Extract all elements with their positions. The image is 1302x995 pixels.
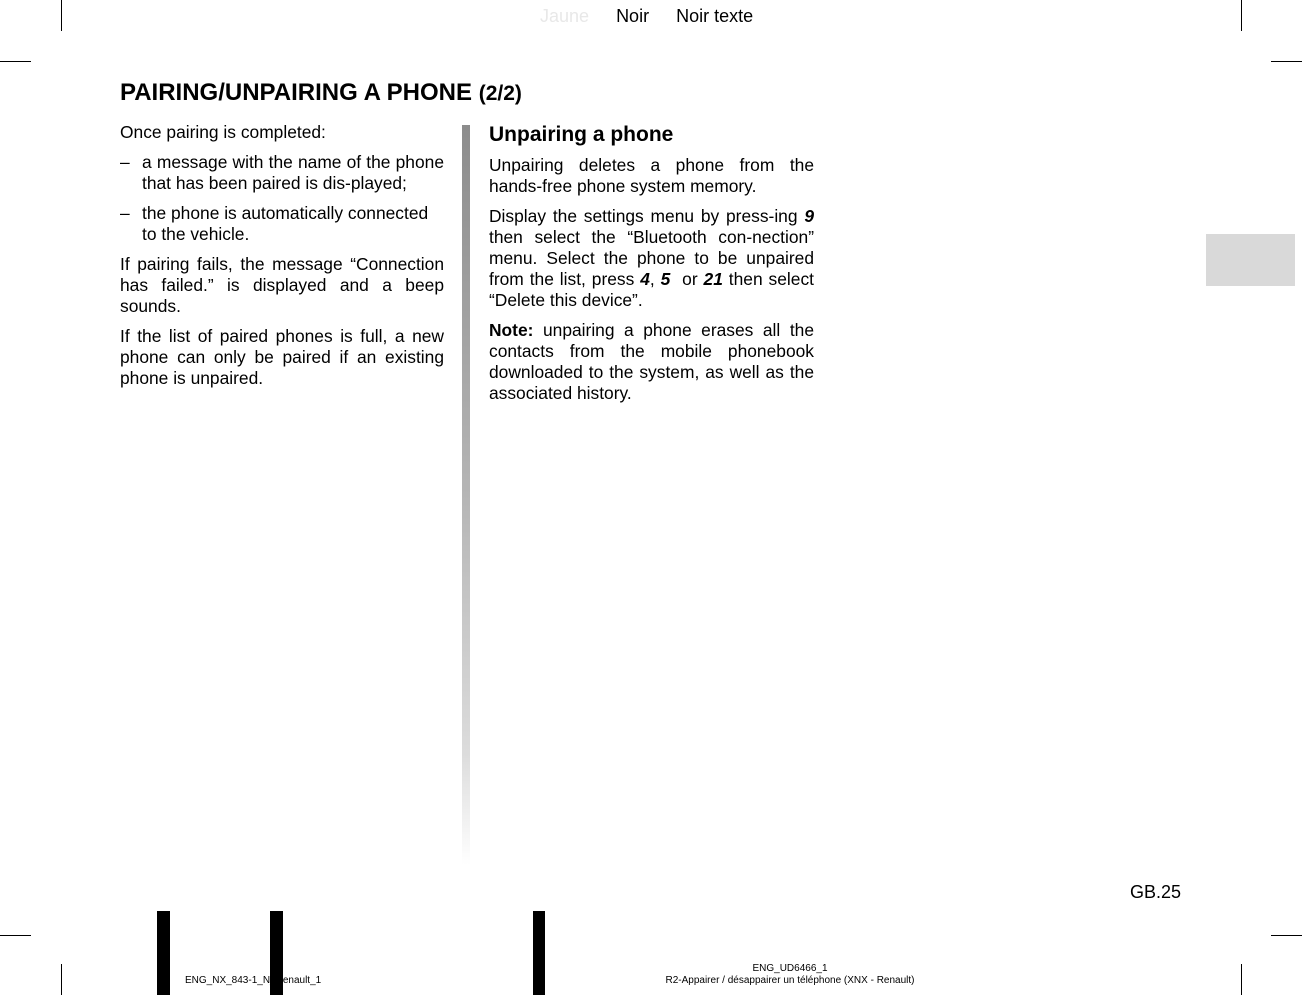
page-title-main: PAIRING/UNPAIRING A PHONE [120, 79, 473, 106]
unpairing-description: Unpairing deletes a phone from the hands-free phone system memory. [489, 155, 814, 196]
left-column [120, 122, 444, 398]
instruction-text: , [649, 269, 661, 289]
pairing-failed-paragraph: If pairing fails, the message “Connection has failed.” is displayed and a beep sounds. [120, 254, 444, 316]
page-title-part: (2/2) [478, 82, 522, 105]
key-ref-21: 21 [703, 269, 723, 289]
footer-right-code: ENG_UD6466_1 [752, 963, 828, 974]
note-label: Note: [489, 320, 534, 340]
column-divider [462, 125, 470, 865]
footer-left-code: ENG_NX_843-1_N_Renault_1 [185, 975, 322, 986]
page-title [120, 79, 522, 107]
list-item-text: the phone is automatically connected to the vehicle. [142, 203, 429, 244]
crop-mark [61, 964, 62, 995]
intro-text: Once pairing is completed: [120, 122, 326, 142]
footer-right-title: R2-Appairer / désappairer un téléphone (XNX - Renault) [665, 975, 915, 986]
section-thumb-tab [1206, 234, 1295, 286]
page-number: GB.25 [1130, 882, 1182, 902]
crop-mark [0, 61, 31, 62]
registration-bar [157, 911, 170, 995]
crop-mark [1271, 61, 1302, 62]
key-ref-9: 9 [804, 206, 814, 226]
crop-mark [1241, 964, 1242, 995]
list-item [120, 203, 444, 245]
unpairing-instructions [489, 206, 814, 311]
crop-mark [61, 0, 62, 31]
instruction-text: then select the “Bluetooth con-nection” menu. Select the phone to be unpaired from the list, press [489, 227, 814, 289]
footer-right [600, 963, 980, 987]
color-label-jaune: Jaune [540, 6, 590, 26]
instruction-text: Display the settings menu by press-ing [489, 206, 805, 226]
registration-bar [533, 911, 545, 995]
bullet-dash: – [120, 203, 130, 223]
list-full-paragraph: If the list of paired phones is full, a new phone can only be paired if an existing phone is unpaired. [120, 326, 444, 388]
color-label-noir: Noir [616, 6, 650, 26]
right-column [489, 122, 814, 413]
crop-mark [1241, 0, 1242, 31]
key-ref-5: 5 [660, 269, 671, 289]
list-item [120, 152, 444, 194]
instruction-text: or [670, 269, 704, 289]
crop-mark [1271, 935, 1302, 936]
list-item-text: a message with the name of the phone that has been paired is dis-played; [142, 152, 444, 193]
bullet-dash: – [120, 152, 130, 172]
note-text: unpairing a phone erases all the contacts from the mobile phonebook downloaded to the system, as well as the associated history. [489, 320, 814, 403]
color-separation-labels [540, 6, 775, 27]
section-heading: Unpairing a phone [489, 123, 674, 146]
crop-mark [0, 935, 31, 936]
instruction-text: then select “Delete this device”. [489, 269, 814, 310]
color-label-noir-texte: Noir texte [676, 6, 754, 26]
key-ref-4: 4 [640, 269, 650, 289]
note-paragraph [489, 320, 814, 404]
